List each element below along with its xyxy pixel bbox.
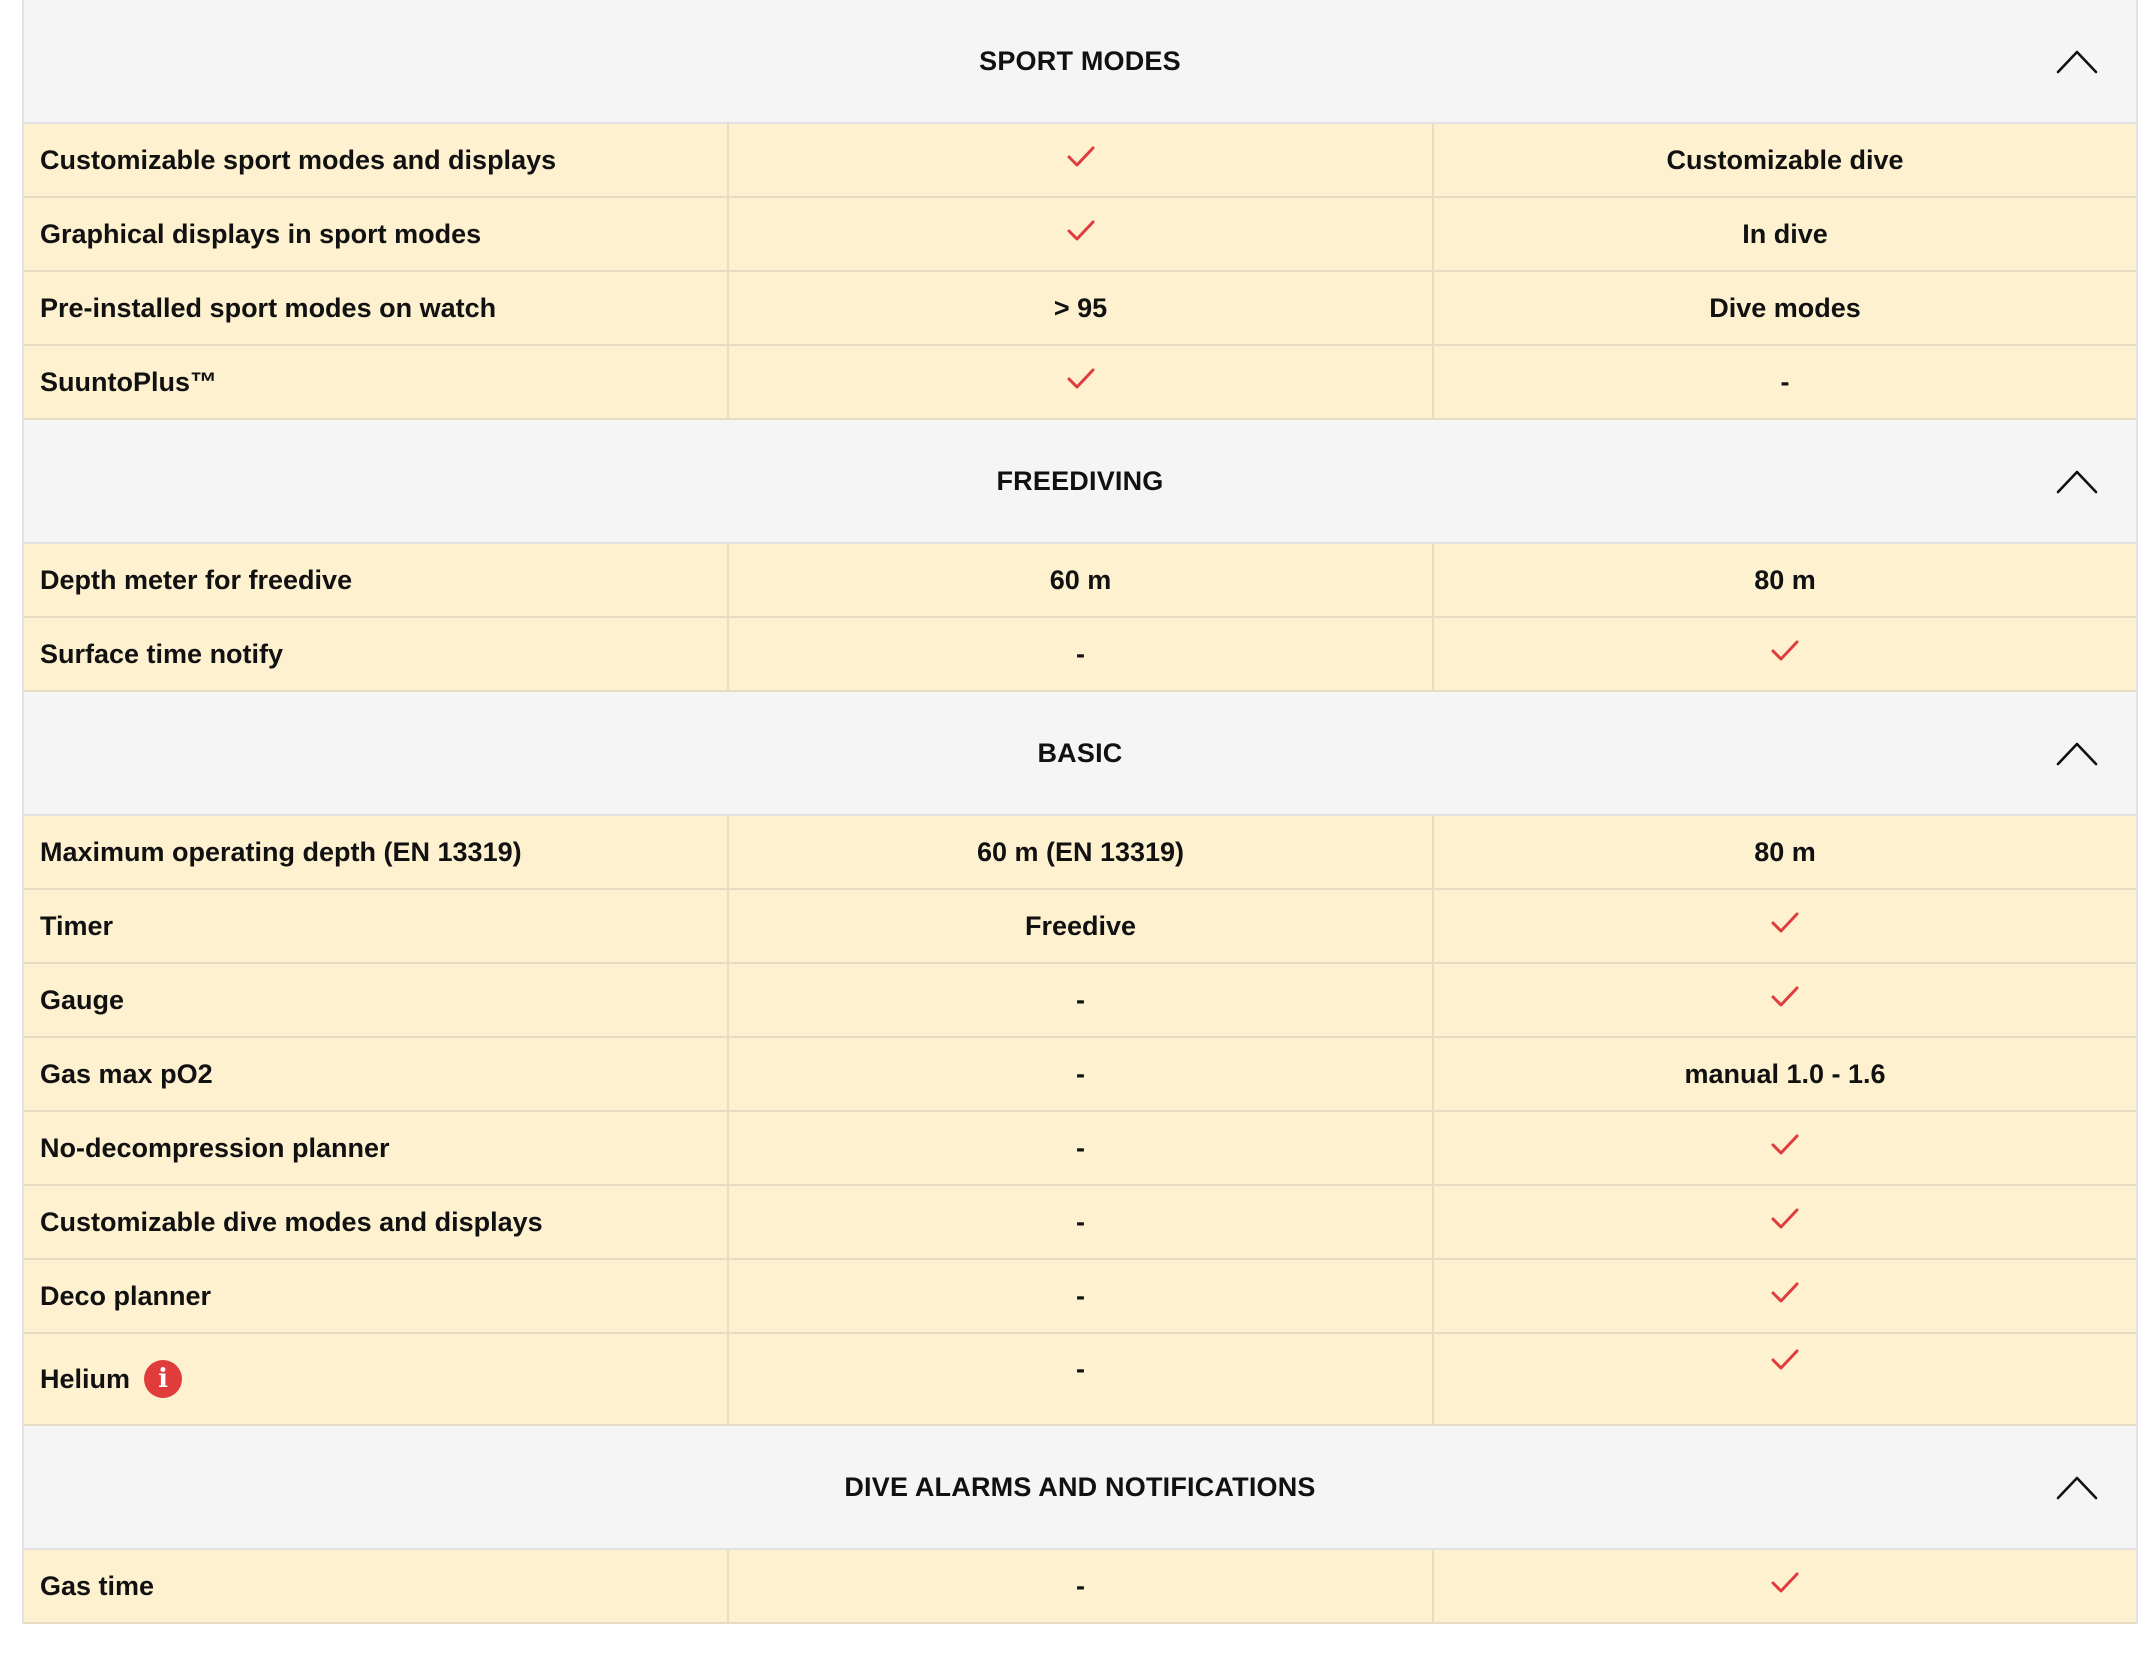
chevron-up-icon[interactable] — [2056, 740, 2098, 766]
check-icon — [1770, 985, 1800, 1009]
check-icon — [1066, 219, 1096, 243]
check-icon — [1770, 1571, 1800, 1595]
product-a-cell — [729, 1186, 1434, 1258]
feature-label: SuuntoPlus™ — [40, 366, 217, 397]
product-b-cell — [1434, 890, 2136, 962]
feature-label-cell — [24, 272, 729, 344]
table-row — [24, 1550, 2136, 1624]
feature-label-cell — [24, 1260, 729, 1332]
feature-label: Maximum operating depth (EN 13319) — [40, 836, 522, 867]
feature-label: Gas max pO2 — [40, 1058, 213, 1089]
feature-label-cell — [24, 544, 729, 616]
table-row — [24, 346, 2136, 420]
product-b-cell — [1434, 346, 2136, 418]
table-row — [24, 1186, 2136, 1260]
feature-label: Surface time notify — [40, 638, 284, 669]
table-row — [24, 544, 2136, 618]
cell-value: Dive modes — [1709, 292, 1861, 323]
product-a-cell — [729, 816, 1434, 888]
feature-label-cell — [24, 198, 729, 270]
cell-value: - — [1076, 984, 1085, 1015]
section-title: DIVE ALARMS AND NOTIFICATIONS — [844, 1471, 1316, 1502]
product-b-cell — [1434, 964, 2136, 1036]
chevron-up-icon[interactable] — [2056, 468, 2098, 494]
feature-label: No-decompression planner — [40, 1132, 390, 1163]
product-a-cell — [729, 890, 1434, 962]
cell-value: manual 1.0 - 1.6 — [1684, 1058, 1886, 1089]
feature-label-cell — [24, 1186, 729, 1258]
table-row — [24, 964, 2136, 1038]
info-icon[interactable]: i — [144, 1360, 182, 1398]
check-icon — [1770, 1348, 1800, 1372]
chevron-up-icon[interactable] — [2056, 1474, 2098, 1500]
cell-value: - — [1076, 638, 1085, 669]
section-header-freediving[interactable] — [24, 420, 2136, 544]
cell-value: - — [1780, 366, 1790, 397]
feature-label-cell — [24, 1112, 729, 1184]
cell-value: - — [1076, 1280, 1085, 1311]
section-title: SPORT MODES — [979, 45, 1181, 76]
table-row — [24, 198, 2136, 272]
feature-label-cell — [24, 618, 729, 690]
feature-label-cell — [24, 964, 729, 1036]
section-header-dive-alarms-and-notifications[interactable] — [24, 1426, 2136, 1550]
check-icon — [1770, 1281, 1800, 1305]
feature-label-cell — [24, 890, 729, 962]
product-a-cell — [729, 964, 1434, 1036]
feature-label: Customizable dive modes and displays — [40, 1206, 543, 1237]
product-a-cell — [729, 198, 1434, 270]
cell-value: 80 m — [1754, 836, 1816, 867]
section-header-sport-modes[interactable] — [24, 0, 2136, 124]
cell-value: 60 m — [1049, 564, 1112, 595]
section-header-basic[interactable] — [24, 692, 2136, 816]
feature-label: Graphical displays in sport modes — [40, 218, 482, 249]
table-row — [24, 1038, 2136, 1112]
product-a-cell — [729, 124, 1434, 196]
table-row — [24, 1334, 2136, 1426]
table-row — [24, 618, 2136, 692]
product-b-cell — [1434, 1038, 2136, 1110]
product-b-cell — [1434, 272, 2136, 344]
cell-value: - — [1076, 1354, 1085, 1384]
product-b-cell — [1434, 1260, 2136, 1332]
product-b-cell — [1434, 544, 2136, 616]
product-a-cell — [729, 618, 1434, 690]
feature-label: Deco planner — [40, 1280, 212, 1311]
product-a-cell — [729, 1550, 1434, 1622]
feature-label: Helium — [40, 1363, 131, 1394]
check-icon — [1066, 367, 1096, 391]
cell-value: - — [1076, 1206, 1085, 1237]
product-b-cell — [1434, 618, 2136, 690]
cell-value: 60 m (EN 13319) — [976, 836, 1185, 867]
product-b-cell — [1434, 198, 2136, 270]
cell-value: In dive — [1742, 218, 1828, 249]
product-a-cell — [729, 544, 1434, 616]
feature-label: Gas time — [40, 1570, 155, 1601]
product-a-cell — [729, 272, 1434, 344]
cell-value: 80 m — [1754, 564, 1816, 595]
cell-value: - — [1076, 1058, 1085, 1089]
cell-value: Customizable dive — [1666, 144, 1904, 175]
feature-label-cell — [24, 346, 729, 418]
chevron-up-icon[interactable] — [2056, 48, 2098, 74]
check-icon — [1770, 639, 1800, 663]
feature-label: Pre-installed sport modes on watch — [40, 292, 497, 323]
feature-label: Depth meter for freedive — [40, 564, 353, 595]
cell-value: - — [1076, 1132, 1085, 1163]
check-icon — [1770, 1207, 1800, 1231]
table-row — [24, 124, 2136, 198]
feature-label: Gauge — [40, 984, 125, 1015]
feature-label-cell — [24, 1334, 729, 1424]
feature-label: Customizable sport modes and displays — [40, 144, 557, 175]
feature-label-cell — [24, 816, 729, 888]
product-a-cell — [729, 346, 1434, 418]
product-a-cell — [729, 1112, 1434, 1184]
table-row — [24, 816, 2136, 890]
product-b-cell — [1434, 1334, 2136, 1424]
product-b-cell — [1434, 124, 2136, 196]
check-icon — [1770, 1133, 1800, 1157]
cell-value: - — [1076, 1570, 1085, 1601]
table-row — [24, 1260, 2136, 1334]
product-a-cell — [729, 1038, 1434, 1110]
table-row — [24, 890, 2136, 964]
feature-label: Timer — [40, 910, 114, 941]
product-b-cell — [1434, 1112, 2136, 1184]
product-b-cell — [1434, 1186, 2136, 1258]
cell-value: > 95 — [1053, 292, 1108, 323]
product-b-cell — [1434, 816, 2136, 888]
section-title: BASIC — [1037, 737, 1123, 768]
cell-value: Freedive — [1024, 910, 1137, 941]
feature-label-cell — [24, 124, 729, 196]
comparison-table — [22, 0, 2138, 1624]
product-a-cell — [729, 1334, 1434, 1424]
product-b-cell — [1434, 1550, 2136, 1622]
feature-label-cell — [24, 1550, 729, 1622]
check-icon — [1066, 145, 1096, 169]
feature-label-cell — [24, 1038, 729, 1110]
table-row — [24, 272, 2136, 346]
table-row — [24, 1112, 2136, 1186]
product-a-cell — [729, 1260, 1434, 1332]
section-title: FREEDIVING — [996, 465, 1164, 496]
check-icon — [1770, 911, 1800, 935]
